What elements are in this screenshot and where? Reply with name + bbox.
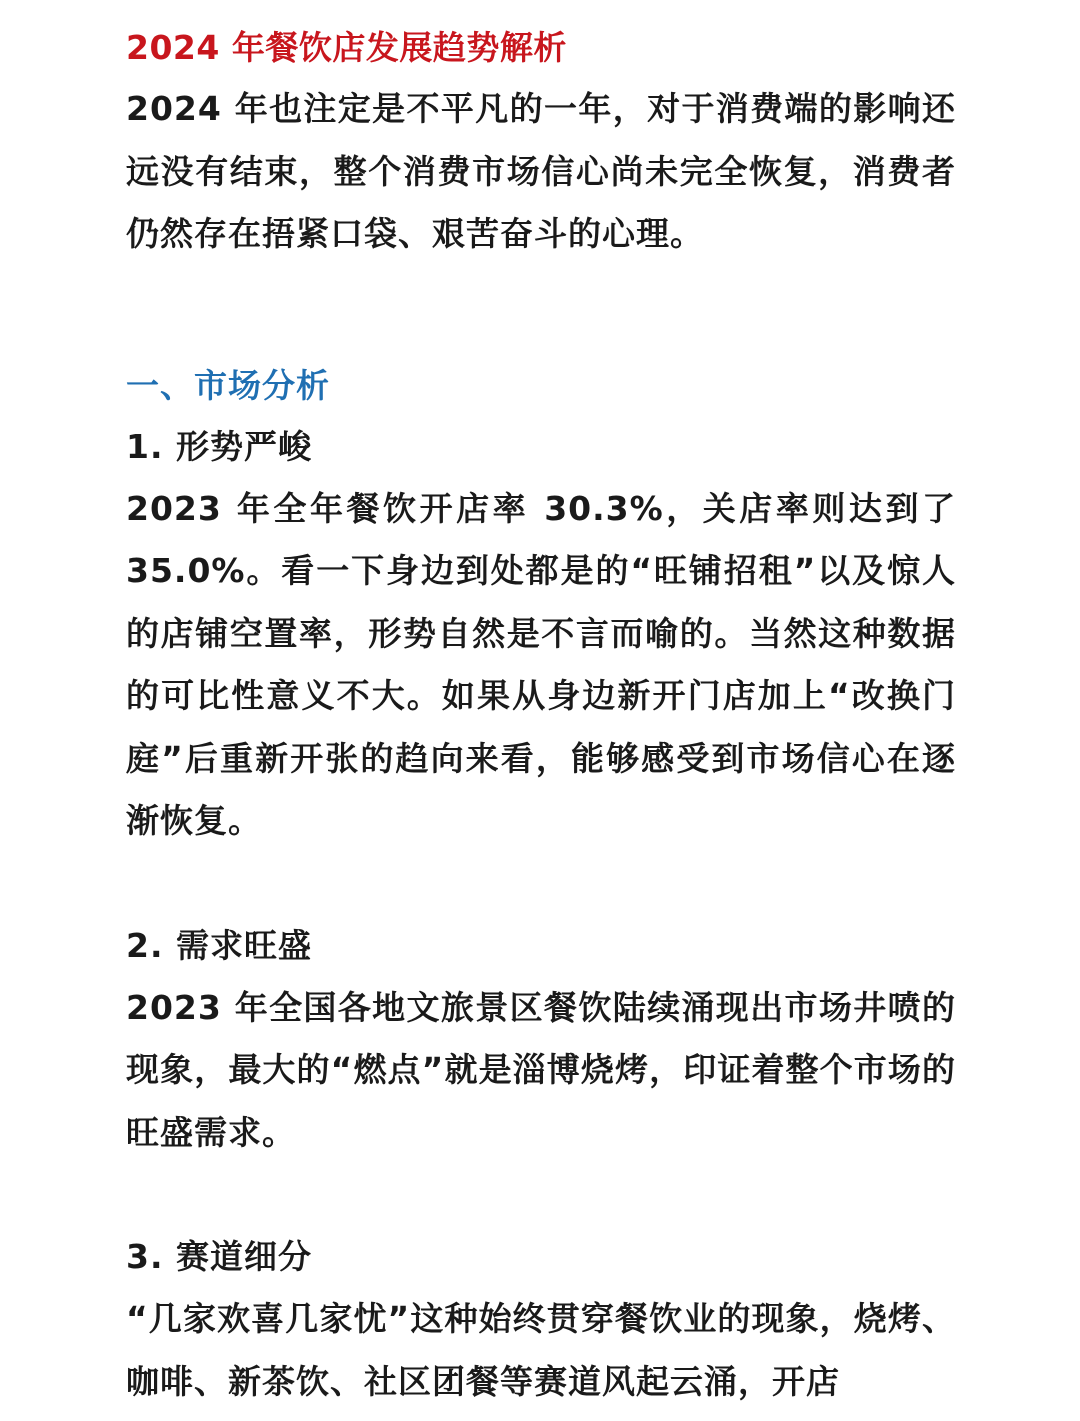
article: [126, 22, 956, 1413]
intro-paragraph: 2024 年也注定是不平凡的一年，对于消费端的影响还远没有结束，整个消费市场信心尚未完全恢复，消费者仍然存在捂紧口袋、艰苦奋斗的心理。: [126, 89, 956, 253]
subheading-demand: 2. 需求旺盛: [126, 925, 312, 965]
paragraph-situation: 2023 年全年餐饮开店率 30.3%，关店率则达到了 35.0%。看一下身边到处都是的“旺铺招租”以及惊人的店铺空置率，形势自然是不言而喻的。当然这种数据的可比性意义不大。如果从身边新开门店加上“改换门庭”后重新开张的趋向来看，能够感受到市场信心在逐渐恢复。: [126, 488, 956, 840]
paragraph-demand: 2023 年全国各地文旅景区餐饮陆续涌现出市场井喷的现象，最大的“燃点”就是淄博烧烤，印证着整个市场的旺盛需求。: [126, 987, 956, 1152]
subheading-segmentation: 3. 赛道细分: [126, 1237, 312, 1276]
section-heading-market-analysis: 一、市场分析: [126, 365, 330, 405]
paragraph-segmentation: “几家欢喜几家忧”这种始终贯穿餐饮业的现象，烧烤、咖啡、新茶饮、社区团餐等赛道风起云涌，开店: [126, 1299, 956, 1401]
article-title: 2024 年餐饮店发展趋势解析: [126, 28, 567, 67]
subheading-situation: 1. 形势严峻: [126, 426, 312, 466]
